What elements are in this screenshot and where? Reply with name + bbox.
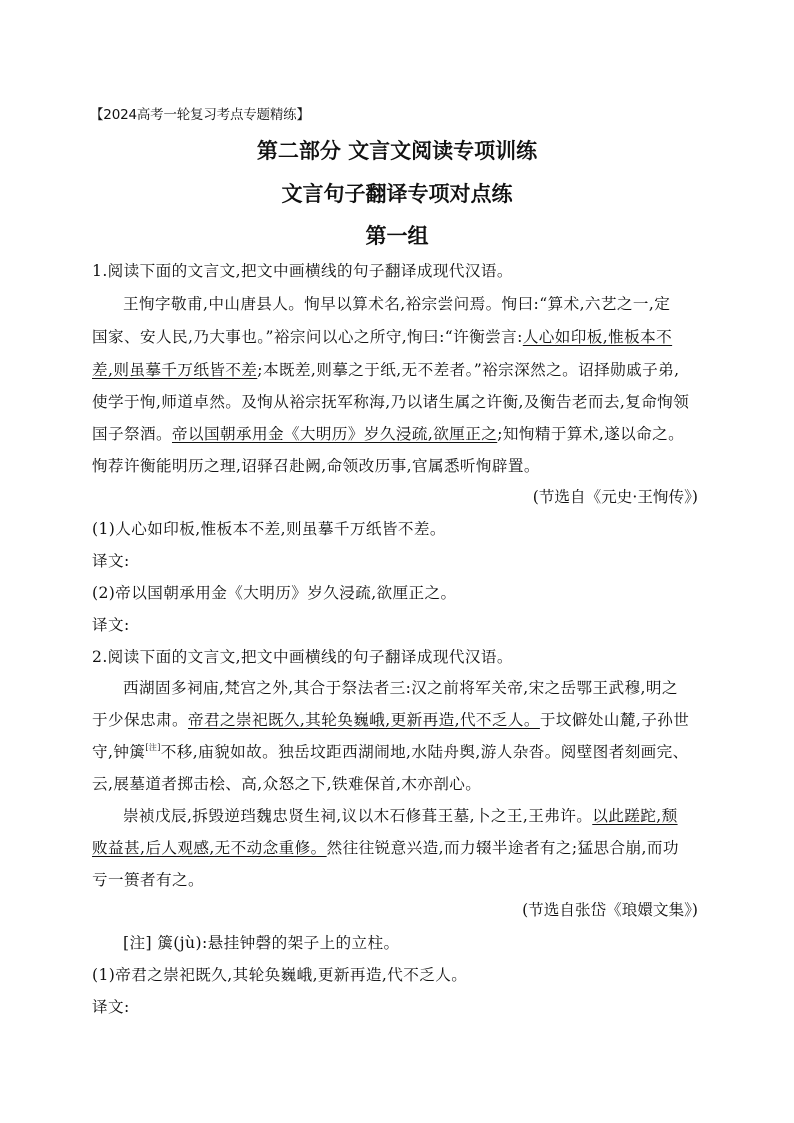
q1-source: (节选自《元史·王恂传》) bbox=[532, 488, 698, 506]
q1-passage-line bbox=[92, 422, 684, 444]
passage-text: ;知恂精于算术,遂以命之。 bbox=[497, 425, 685, 443]
q2-passage-line: 西湖固多祠庙,梵宫之外,其合于祭法者三:汉之前将军关帝,宋之岳鄂王武穆,明之 bbox=[123, 679, 678, 697]
passage-text: 于少保忠肃。 bbox=[92, 711, 188, 729]
topic-title: 文言句子翻译专项对点练 bbox=[281, 182, 513, 206]
passage-text: ;本既差,则摹之于纸,无不差者。”裕宗深然之。诏择勋戚子弟, bbox=[257, 361, 680, 379]
part-title: 第二部分 文言文阅读专项训练 bbox=[256, 139, 538, 163]
underlined-sentence: 以此蹉跎,颓 bbox=[592, 807, 678, 825]
q2-answer-label-1: 译文: bbox=[92, 998, 130, 1016]
q2-sentence-1: (1)帝君之崇祀既久,其轮奂巍峨,更新再造,代不乏人。 bbox=[92, 966, 468, 984]
underlined-sentence: 人心如印板,惟板本不 bbox=[522, 328, 673, 346]
passage-text: 国子祭酒。 bbox=[92, 425, 172, 443]
passage-text: 然往往锐意兴造,而力辍半途者有之;猛思合崩,而功 bbox=[326, 839, 679, 857]
header-tag: 【2024高考一轮复习考点专题精练】 bbox=[90, 107, 310, 123]
q2-note: [注] 簴(jù):悬挂钟磬的架子上的立柱。 bbox=[123, 934, 400, 952]
q2-passage-line bbox=[123, 804, 678, 826]
q1-sentence-2: (2)帝以国朝承用金《大明历》岁久浸疏,欲厘正之。 bbox=[92, 584, 457, 602]
underlined-sentence: 败益甚,后人观感,无不动念重修。 bbox=[92, 839, 327, 857]
q2-passage-line: 亏一篑者有之。 bbox=[92, 871, 204, 889]
passage-text: 于坟僻处山麓,子孙世 bbox=[539, 711, 690, 729]
underlined-sentence: 帝以国朝承用金《大明历》岁久浸疏,欲厘正之 bbox=[171, 425, 498, 443]
q2-passage-line bbox=[92, 708, 689, 730]
passage-text: 国家、安人民,乃大事也。”裕宗问以心之所守,恂曰:“许衡尝言: bbox=[92, 328, 523, 346]
q1-passage-line: 王恂字敬甫,中山唐县人。恂早以算术名,裕宗尝问焉。恂曰:“算术,六艺之一,定 bbox=[123, 295, 671, 313]
q2-passage-line: 云,展墓道者掷击桧、高,众怒之下,铁难保首,木亦剖心。 bbox=[92, 775, 482, 793]
q1-answer-label-1: 译文: bbox=[92, 552, 130, 570]
note-marker: [注] bbox=[145, 743, 161, 752]
q1-answer-label-2: 译文: bbox=[92, 616, 130, 634]
q1-passage-line bbox=[92, 325, 672, 347]
underlined-sentence: 帝君之崇祀既久,其轮奂巍峨,更新再造,代不乏人。 bbox=[187, 711, 540, 729]
q1-prompt: 1.阅读下面的文言文,把文中画横线的句子翻译成现代汉语。 bbox=[92, 262, 513, 280]
q1-sentence-1: (1)人心如印板,惟板本不差,则虽摹千万纸皆不差。 bbox=[92, 520, 446, 538]
q1-passage-line: 恂荐许衡能明历之理,诏驿召赴阙,命领改历事,官属悉听恂辟置。 bbox=[92, 457, 540, 475]
q2-passage-line bbox=[92, 740, 689, 762]
passage-text: 不移,庙貌如故。独岳坟距西湖闹地,水陆舟舆,游人杂沓。阅壁图者刻画完、 bbox=[160, 743, 689, 761]
q2-source: (节选自张岱《琅嬛文集》) bbox=[522, 901, 698, 919]
passage-text: 守,钟簴 bbox=[92, 743, 146, 761]
group-title: 第一组 bbox=[365, 224, 429, 248]
q2-prompt: 2.阅读下面的文言文,把文中画横线的句子翻译成现代汉语。 bbox=[92, 648, 513, 666]
underlined-sentence: 差,则虽摹千万纸皆不差 bbox=[92, 361, 258, 379]
q1-passage-line: 使学于恂,师道卓然。及恂从裕宗抚军称海,乃以诸生属之许衡,及衡告老而去,复命恂领 bbox=[92, 393, 690, 411]
q1-passage-line bbox=[92, 358, 679, 380]
passage-text: 崇祯戊辰,拆毁逆珰魏忠贤生祠,议以木石修葺王墓,卜之王,王弗许。 bbox=[123, 807, 593, 825]
q2-passage-line bbox=[92, 836, 679, 858]
